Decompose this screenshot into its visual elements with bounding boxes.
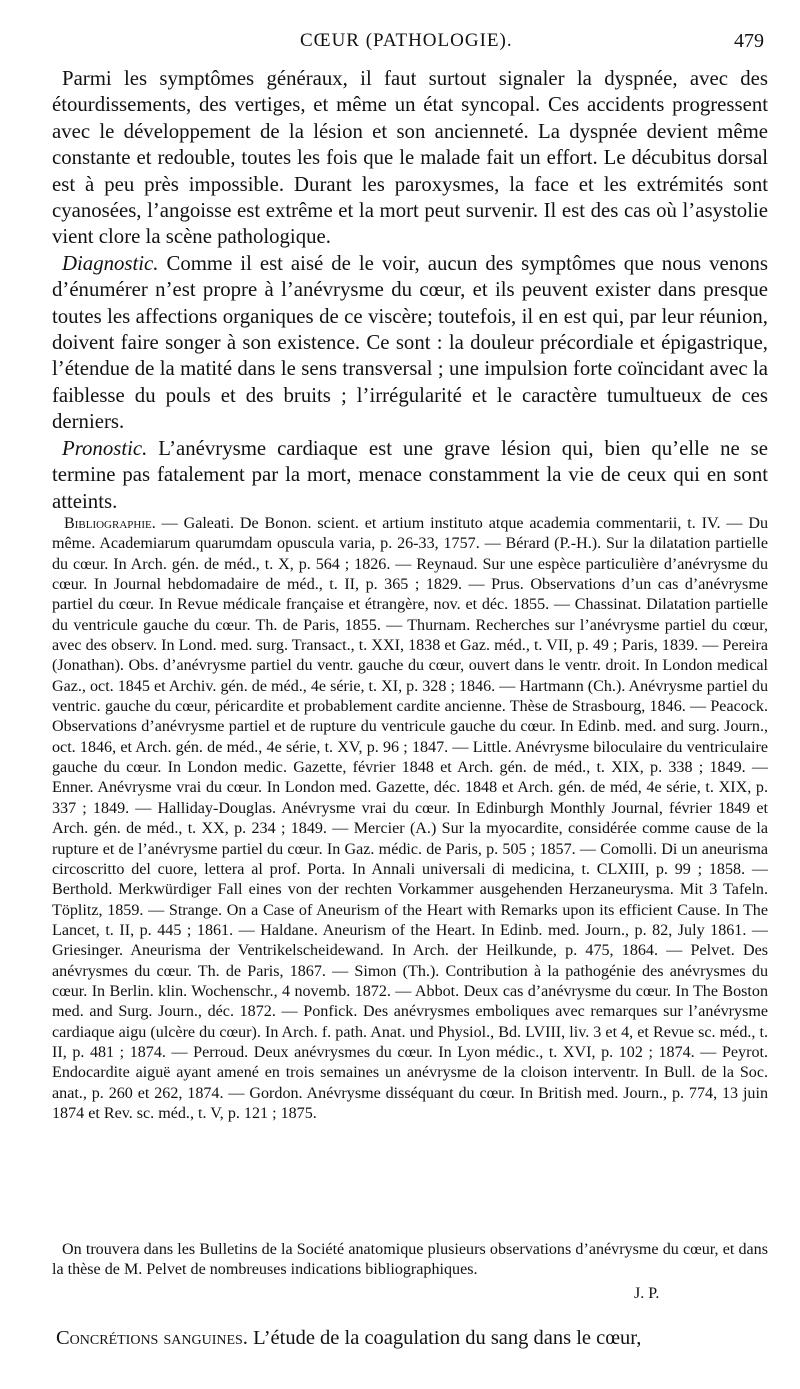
bibliography-text: — Galeati. De Bonon. scient. et artium instituto atque academia commentarii, t. IV. — Du même. Academiarum quarumdam opuscula varia, p. 26-33, 1757. — Bérard (P.-H.). Sur la dilatation partielle du cœur. In Arch. gén. de méd., t. X, p. 564 ; 1826. — Reynaud. Sur une espèce particulière d’anévrysme du cœur. In Journal hebdomadaire de méd., t. II, p. 365 ; 1829. — Prus. Observations d’un cas d’anévrysme partiel du cœur. In Revue médicale française et étrangère, nov. et déc. 1855. — Chassinat. Dilatation partielle du ventricule gauche du cœur. Th. de Paris, 1855. — Thurnam. Recherches sur l’anévrysme partiel du cœur, avec des observ. In Lond. med. surg. Transact., t. XXI, 1838 et Gaz. méd., t. VII, p. 49 ; Paris, 1839. — Pereira (Jonathan). Obs. d’anévrysme partiel du ventr. gauche du cœur, ouvert dans le ventr. droit. In London medical Gaz., oct. 1845 et Archiv. gén. de méd., 4e série, t. XI, p. 328 ; 1846. — Hartmann (Ch.). Anévrysme partiel du ventric. gauche du cœur, péricardite et probablement cardite ancienne. Thèse de Strasbourg, 1846. — Peacock. Observations d’anévrysme partiel et de rupture du ventricule gauche du cœur. In Edinb. med. and surg. Journ., oct. 1846, et Arch. gén. de méd., 4e série, t. XV, p. 96 ; 1847. — Little. Anévrysme biloculaire du ventriculaire gauche du cœur. In London medic. Gazette, février 1848 et Arch. gén. de méd., t. XIX, p. 338 ; 1849. — Enner. Anévrysme vrai du cœur. In London med. Gazette, déc. 1848 et Arch. gén. de méd, 4e série, t. XIX, p. 337 ; 1849. — Halliday-Douglas. Anévrysme vrai du cœur. In Edinburgh Monthly Journal, février 1849 et Arch. gén. de méd., t. XX, p. 234 ; 1849. — Mercier (A.) Sur la myocardite, considérée comme cause de la rupture et de l’anévrysme partiel du cœur. In Gaz. médic. de Paris, p. 505 ; 1857. — Comolli. Di un aneurisma circoscritto del cuore, lettera al prof. Porta. In Annali universali di medicina, t. CLXIII, p. 99 ; 1858. — Berthold. Merkwürdiger Fall eines von der rechten Vorkammer ausgehenden Herzaneurysma. Mit 3 Tafeln. Töplitz, 1859. — Strange. On a Case of Aneurism of the Heart with Remarks upon its efficient Cause. In The Lancet, t. II, p. 445 ; 1861. — Haldane. Aneurism of the Heart. In Edinb. med. Journ., p. 82, July 1861. — Griesinger. Aneurisma der Ventrikelscheidewand. In Arch. der Heilkunde, p. 475, 1864. — Pelvet. Des anévrysmes du cœur. Th. de Paris, 1867. — Simon (Th.). Contribution à la pathogénie des anévrysmes du cœur. In Berlin. klin. Wochenschr., 4 novemb. 1872. — Abbot. Deux cas d’anévrysme du cœur. In The Boston med. and Surg. Journ., déc. 1872. — Ponfick. Des anévrysmes emboliques avec remarques sur l’anévrysme cardiaque aigu (ulcère du cœur). In Arch. f. path. Anat. und Physiol., Bd. LVIII, liv. 3 et 4, et Revue sc. méd., t. II, p. 481 ; 1874. — Perroud. Deux anévrysmes du cœur. In Lyon médic., t. XVI, p. 102 ; 1874. — Peyrot. Endocardite aiguë ayant amené en trois semaines un anévrysme de la cloison interventr. In Bull. de la Soc. anat., p. 260 et 262, 1874. — Gordon. Anévrysme disséquant du cœur. In British med. Journ., p. 774, 13 juin 1874 et Rev. sc. méd., t. V, p. 121 ; 1875. (52, 515, 768, 1122)
running-head (0, 28, 800, 58)
bibliography-note (52, 1240, 768, 1281)
prognosis-text: L’anévrysme cardiaque est une grave lésion qui, bien qu’elle ne se termine pas fatalement par la mort, menace constamment la vie de ceux qui en sont atteints. (52, 436, 768, 513)
paragraph-diagnostic (52, 251, 768, 436)
running-title: CŒUR (PATHOLOGIE). (300, 30, 513, 51)
section-heading: Concrétions sanguines. (56, 1327, 248, 1349)
author-initials: J. P. (634, 1285, 660, 1302)
bibliography-heading: Bibliographie. (64, 515, 156, 532)
bibliography (52, 514, 768, 1124)
paragraph-prognosis (52, 436, 768, 515)
bibliography-paragraph (52, 514, 768, 1124)
diagnostic-heading: Diagnostic. (62, 251, 159, 275)
page-number: 479 (734, 30, 764, 52)
note-text: On trouvera dans les Bulletins de la Société anatomique plusieurs observations d’anévrysme du cœur, et dans la thèse de M. Pelvet de nombreuses indications bibliographiques. (52, 1241, 768, 1279)
diagnostic-text: Comme il est aisé de le voir, aucun des symptômes que nous venons d’énumérer n’est propre à l’anévrysme du cœur, et ils peuvent exister dans presque toutes les affections organiques de ce viscère; toutefois, il en est qui, par leur réunion, doivent faire songer à son existence. Ce sont : la douleur précordiale et épigastrique, l’étendue de la matité dans le sens transversal ; une impulsion forte coïncidant avec la faiblesse du pouls et des bruits ; l’irrégularité et le caractère tumultueux de ces derniers. (52, 251, 768, 434)
main-text (52, 66, 768, 515)
prognosis-heading: Pronostic. (62, 436, 148, 460)
paragraph-symptoms: Parmi les symptômes généraux, il faut surtout signaler la dyspnée, avec des étourdissements, des vertiges, et même un état syncopal. Ces accidents progressent avec le développement de la lésion et son ancienneté. La dyspnée devient même constante et redouble, toutes les fois que le malade fait un effort. Le décubitus dorsal est à peu près impossible. Durant les paroxysmes, la face et les extrémités sont cyanosées, l’angoisse est extrême et la mort peut survenir. Il est des cas où l’asystolie vient clore la scène pathologique. (52, 67, 768, 249)
next-section (56, 1325, 768, 1351)
section-text: L’étude de la coagulation du sang dans le cœur, (247, 1327, 642, 1349)
